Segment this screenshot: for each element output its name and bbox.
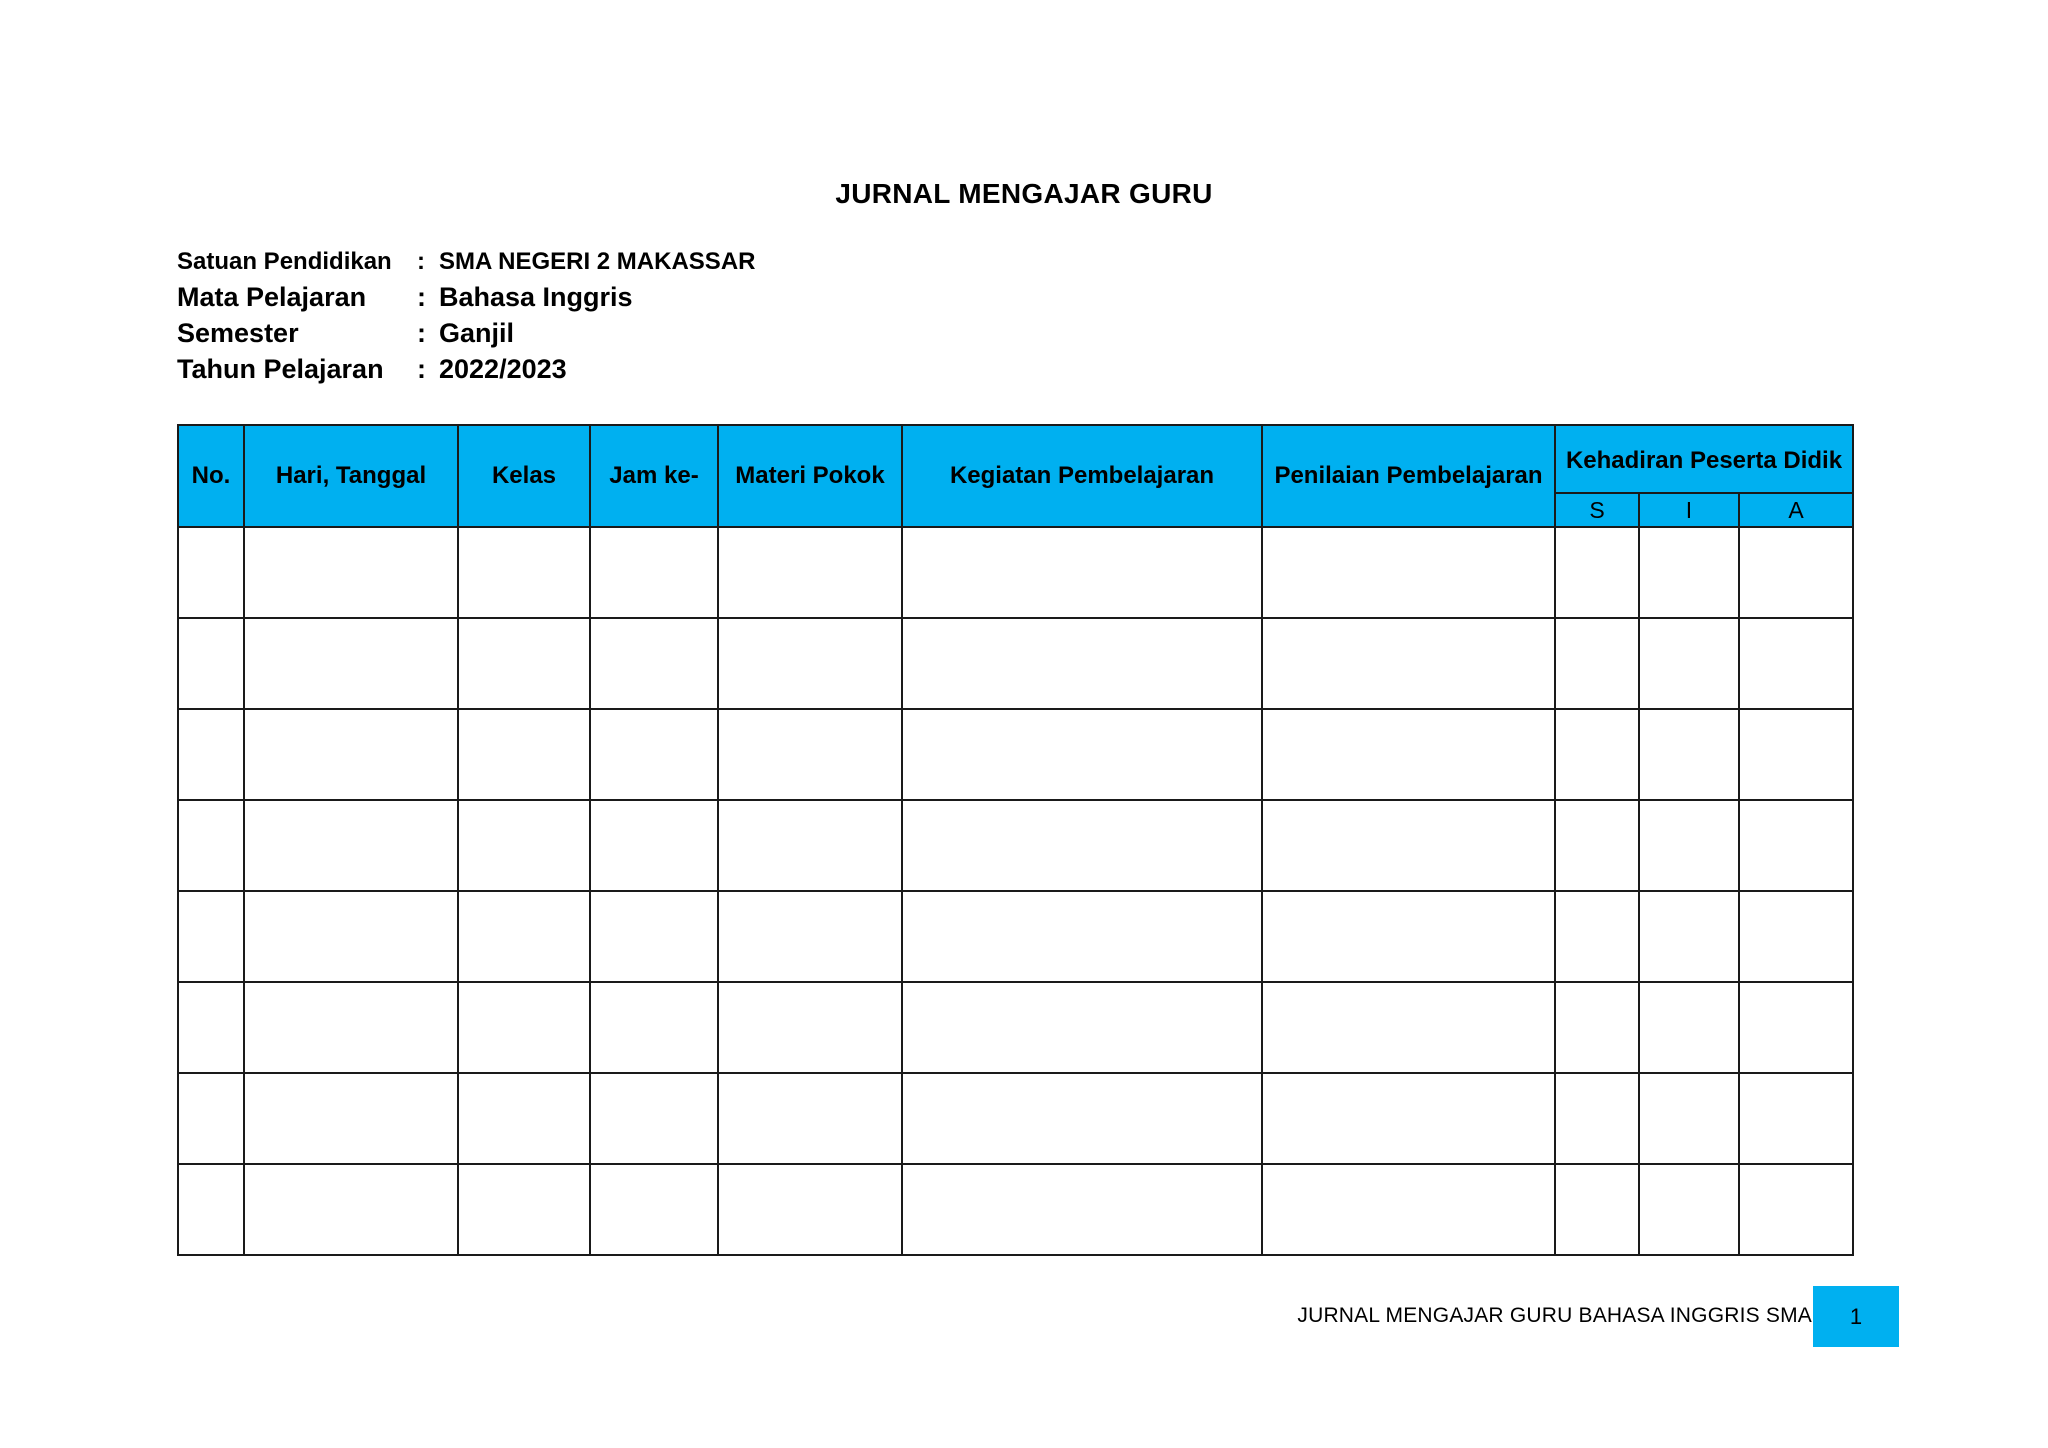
header-assessment: Penilaian Pembelajaran [1262, 425, 1555, 527]
cell-attendance-a[interactable] [1739, 1164, 1853, 1255]
cell-topic[interactable] [718, 709, 902, 800]
cell-attendance-s[interactable] [1555, 1073, 1639, 1164]
cell-class[interactable] [458, 1164, 590, 1255]
info-value: 2022/2023 [439, 354, 567, 384]
info-value: SMA NEGERI 2 MAKASSAR [439, 248, 756, 275]
table-header [178, 425, 1853, 527]
cell-hour[interactable] [590, 709, 718, 800]
cell-class[interactable] [458, 618, 590, 709]
cell-attendance-s[interactable] [1555, 1164, 1639, 1255]
page-title: JURNAL MENGAJAR GURU [835, 178, 1213, 209]
cell-class[interactable] [458, 800, 590, 891]
cell-assessment[interactable] [1262, 891, 1555, 982]
info-row-year [177, 354, 755, 390]
info-colon: : [417, 248, 425, 275]
header-attendance-a: A [1739, 493, 1853, 527]
cell-class[interactable] [458, 891, 590, 982]
cell-date[interactable] [244, 891, 458, 982]
cell-no[interactable] [178, 527, 244, 618]
table-row [178, 891, 1853, 982]
cell-activity[interactable] [902, 1164, 1262, 1255]
page-number: 1 [1813, 1286, 1899, 1347]
table-row [178, 982, 1853, 1073]
cell-attendance-a[interactable] [1739, 891, 1853, 982]
cell-topic[interactable] [718, 527, 902, 618]
cell-class[interactable] [458, 1073, 590, 1164]
cell-date[interactable] [244, 1073, 458, 1164]
header-activity: Kegiatan Pembelajaran [902, 425, 1262, 527]
table-row [178, 800, 1853, 891]
header-date: Hari, Tanggal [244, 425, 458, 527]
cell-date[interactable] [244, 618, 458, 709]
info-colon: : [417, 354, 426, 384]
cell-no[interactable] [178, 891, 244, 982]
cell-assessment[interactable] [1262, 709, 1555, 800]
footer-text: JURNAL MENGAJAR GURU BAHASA INGGRIS SMA [1297, 1304, 1812, 1327]
cell-attendance-a[interactable] [1739, 709, 1853, 800]
cell-date[interactable] [244, 982, 458, 1073]
cell-activity[interactable] [902, 1073, 1262, 1164]
cell-class[interactable] [458, 527, 590, 618]
header-topic: Materi Pokok [718, 425, 902, 527]
cell-hour[interactable] [590, 800, 718, 891]
cell-no[interactable] [178, 1164, 244, 1255]
cell-attendance-s[interactable] [1555, 800, 1639, 891]
cell-topic[interactable] [718, 1073, 902, 1164]
info-row-school [177, 248, 755, 282]
info-row-subject [177, 282, 755, 318]
cell-activity[interactable] [902, 527, 1262, 618]
cell-topic[interactable] [718, 982, 902, 1073]
header-attendance-s: S [1555, 493, 1639, 527]
table-row [178, 618, 1853, 709]
info-label: Tahun Pelajaran [177, 354, 384, 384]
cell-attendance-s[interactable] [1555, 527, 1639, 618]
cell-activity[interactable] [902, 891, 1262, 982]
cell-no[interactable] [178, 800, 244, 891]
cell-hour[interactable] [590, 982, 718, 1073]
cell-assessment[interactable] [1262, 1073, 1555, 1164]
cell-attendance-i[interactable] [1639, 709, 1739, 800]
cell-hour[interactable] [590, 618, 718, 709]
cell-attendance-i[interactable] [1639, 1164, 1739, 1255]
cell-activity[interactable] [902, 982, 1262, 1073]
cell-assessment[interactable] [1262, 1164, 1555, 1255]
document-info [177, 248, 755, 390]
cell-hour[interactable] [590, 1073, 718, 1164]
cell-attendance-i[interactable] [1639, 618, 1739, 709]
cell-activity[interactable] [902, 709, 1262, 800]
table-row [178, 527, 1853, 618]
cell-assessment[interactable] [1262, 800, 1555, 891]
cell-attendance-i[interactable] [1639, 527, 1739, 618]
cell-no[interactable] [178, 982, 244, 1073]
cell-attendance-i[interactable] [1639, 800, 1739, 891]
header-attendance-i: I [1639, 493, 1739, 527]
info-row-semester [177, 318, 755, 354]
header-no: No. [178, 425, 244, 527]
info-label: Mata Pelajaran [177, 282, 367, 312]
table-row [178, 709, 1853, 800]
info-colon: : [417, 282, 426, 312]
info-value: Bahasa Inggris [439, 282, 633, 312]
info-label: Semester [177, 318, 299, 348]
table-row [178, 1164, 1853, 1255]
journal-table [177, 424, 1854, 1256]
info-label: Satuan Pendidikan [177, 248, 392, 275]
cell-attendance-a[interactable] [1739, 527, 1853, 618]
cell-attendance-i[interactable] [1639, 891, 1739, 982]
cell-assessment[interactable] [1262, 618, 1555, 709]
info-colon: : [417, 318, 426, 348]
cell-date[interactable] [244, 709, 458, 800]
cell-hour[interactable] [590, 527, 718, 618]
header-class: Kelas [458, 425, 590, 527]
cell-attendance-s[interactable] [1555, 618, 1639, 709]
cell-topic[interactable] [718, 800, 902, 891]
header-hour: Jam ke- [590, 425, 718, 527]
cell-attendance-a[interactable] [1739, 618, 1853, 709]
cell-attendance-s[interactable] [1555, 982, 1639, 1073]
cell-activity[interactable] [902, 800, 1262, 891]
cell-date[interactable] [244, 527, 458, 618]
cell-activity[interactable] [902, 618, 1262, 709]
table-row [178, 1073, 1853, 1164]
cell-hour[interactable] [590, 1164, 718, 1255]
cell-attendance-i[interactable] [1639, 982, 1739, 1073]
cell-class[interactable] [458, 709, 590, 800]
cell-assessment[interactable] [1262, 982, 1555, 1073]
cell-attendance-s[interactable] [1555, 891, 1639, 982]
cell-class[interactable] [458, 982, 590, 1073]
cell-attendance-a[interactable] [1739, 1073, 1853, 1164]
cell-attendance-a[interactable] [1739, 982, 1853, 1073]
cell-topic[interactable] [718, 1164, 902, 1255]
cell-date[interactable] [244, 800, 458, 891]
cell-topic[interactable] [718, 891, 902, 982]
cell-attendance-a[interactable] [1739, 800, 1853, 891]
table-body [178, 527, 1853, 1255]
cell-no[interactable] [178, 1073, 244, 1164]
cell-topic[interactable] [718, 618, 902, 709]
cell-attendance-i[interactable] [1639, 1073, 1739, 1164]
cell-no[interactable] [178, 618, 244, 709]
cell-no[interactable] [178, 709, 244, 800]
cell-hour[interactable] [590, 891, 718, 982]
info-value: Ganjil [439, 318, 515, 348]
cell-date[interactable] [244, 1164, 458, 1255]
cell-attendance-s[interactable] [1555, 709, 1639, 800]
header-attendance: Kehadiran Peserta Didik [1555, 425, 1853, 493]
cell-assessment[interactable] [1262, 527, 1555, 618]
